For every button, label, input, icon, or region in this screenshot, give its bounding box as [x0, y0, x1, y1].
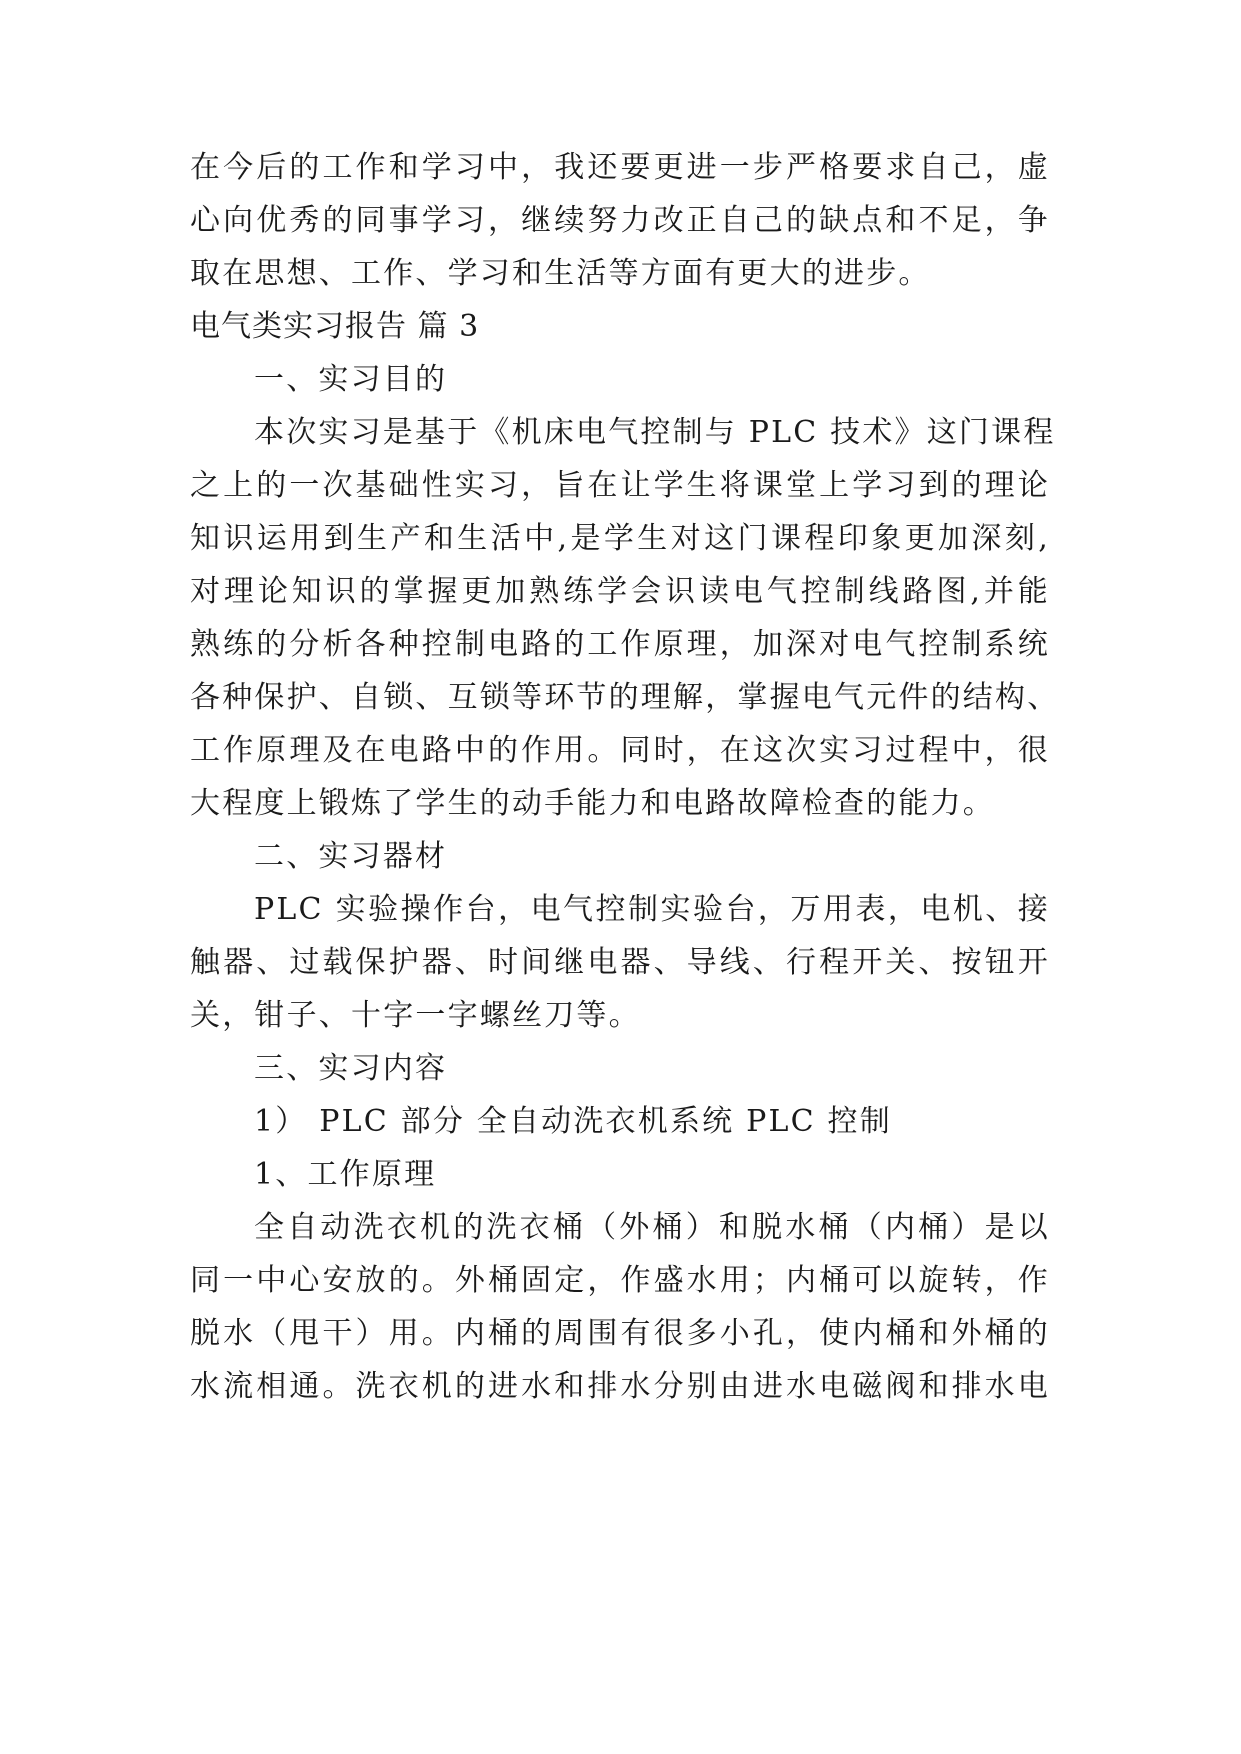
subsection-heading: 1、工作原理 [254, 1157, 437, 1192]
section-heading: 二、实习器材 [254, 839, 448, 874]
paragraph-line: 脱水（甩干）用。内桶的周围有很多小孔，使内桶和外桶的 [190, 1316, 1050, 1351]
paragraph-line: 触器、过载保护器、时间继电器、导线、行程开关、按钮开 [190, 945, 1050, 980]
section-title: 电气类实习报告 篇 3 [190, 309, 480, 344]
subsection-heading: 1） PLC 部分 全自动洗衣机系统 PLC 控制 [254, 1104, 892, 1139]
section-heading: 一、实习目的 [254, 362, 448, 397]
paragraph-line: 熟练的分析各种控制电路的工作原理，加深对电气控制系统 [190, 627, 1050, 662]
paragraph-line: 各种保护、自锁、互锁等环节的理解，掌握电气元件的结构、 [190, 680, 1060, 715]
paragraph-line: 心向优秀的同事学习，继续努力改正自己的缺点和不足，争 [190, 203, 1050, 238]
paragraph-line: 大程度上锻炼了学生的动手能力和电路故障检查的能力。 [190, 786, 995, 821]
paragraph-line: PLC 实验操作台，电气控制实验台，万用表，电机、接 [254, 892, 1050, 927]
paragraph-line: 取在思想、工作、学习和生活等方面有更大的进步。 [190, 256, 931, 291]
paragraph-line: 同一中心安放的。外桶固定，作盛水用；内桶可以旋转，作 [190, 1263, 1050, 1298]
paragraph-line: 工作原理及在电路中的作用。同时，在这次实习过程中，很 [190, 733, 1050, 768]
paragraph-line: 之上的一次基础性实习，旨在让学生将课堂上学习到的理论 [190, 468, 1050, 503]
paragraph-line: 全自动洗衣机的洗衣桶（外桶）和脱水桶（内桶）是以 [254, 1210, 1050, 1245]
paragraph-line: 本次实习是基于《机床电气控制与 PLC 技术》这门课程 [254, 415, 1056, 450]
paragraph-line: 关，钳子、十字一字螺丝刀等。 [190, 998, 641, 1033]
paragraph-line: 水流相通。洗衣机的进水和排水分别由进水电磁阀和排水电 [190, 1369, 1050, 1404]
paragraph-line: 在今后的工作和学习中，我还要更进一步严格要求自己，虚 [190, 150, 1050, 185]
paragraph-line: 对理论知识的掌握更加熟练学会识读电气控制线路图,并能 [190, 574, 1050, 609]
paragraph-line: 知识运用到生产和生活中,是学生对这门课程印象更加深刻, [190, 521, 1050, 556]
section-heading: 三、实习内容 [254, 1051, 448, 1086]
